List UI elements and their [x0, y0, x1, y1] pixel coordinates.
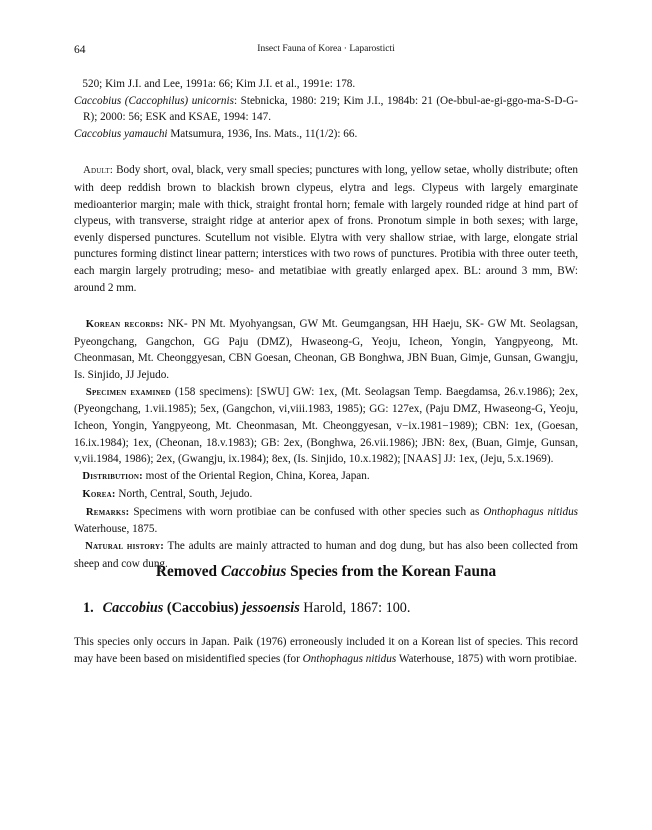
running-title: Insect Fauna of Korea · Laparosticti: [257, 44, 395, 54]
taxon-name: Caccobius (Caccophilus) unicornis: [74, 94, 234, 107]
subsection-number: 1.: [83, 600, 94, 616]
taxon-species: jessoensis: [242, 600, 300, 616]
taxon-name: Onthophagus nitidus: [483, 505, 579, 518]
synonymy-list: [74, 76, 578, 142]
records-section: [74, 316, 578, 572]
removed-species-paragraph: This species only occurs in Japan. Paik (1976) erroneously included it on a Korean list of species. This record may have been based on misidentified species (for Onthophagus nitidus Waterhouse, 1875) with worn protibiae.: [74, 636, 578, 665]
natural-history: Natural history: The adults are mainly attracted to human and dog dung, but has also been collected from sheep and cow dung.: [74, 540, 579, 570]
specimens-examined: Specimen examined (158 specimens): [SWU] GW: 1ex, (Mt. Seolagsan Temp. Baegdamsa, 26.v.1986); 2ex, (Pyeongchang, 1.vii.1985); 5ex, (Gangchon, vi,viii.1983, 1985); GG: 127ex, (Paju DMZ, Hwaseong-G, Yeoju, Icheon, Yongin, Yangpyeong, Mt. Cheonmasan, Mt. Cheonggyesan, v−ix.1981−1989); CBN: 1ex, (Goesan, 16.ix.1984); 1ex, (Cheonan, 18.v.1983); GB: 2ex, (Bonghwa, 26.vii.1986); JBN: 8ex, (Buan, Gimje, Gunsan, v,vii.1984, 1986); 2ex, (Gwangju, ix.1984); 8ex, (Is. Sinjido, 10.x.1982); [NAAS] JJ: 1ex, (Jeju, 5.x.1969).: [74, 385, 579, 466]
section-heading: Removed Caccobius Species from the Korean Fauna: [155, 563, 497, 580]
korea-range: Korea: North, Central, South, Jejudo.: [82, 487, 253, 500]
subsection-heading: [83, 600, 578, 617]
adult-description: [74, 162, 578, 296]
main-text: [74, 76, 578, 573]
adult-text: Body short, oval, black, very small species; punctures with long, yellow setae, wholly distribute; often with deep reddish brown to blackish brown clypeus, elytra and legs. Clypeus with largely emarginate medioanterior margin; male with thick, straight frontal horn; female with largely rounded ridge at hind part of clypeus, with transverse, straight ridge at anterior apex of frons. Pronotum simple in both sexes; with large, evenly dispersed punctures. Scutellum not visible. Elytra with very shallow striae, with large, elongate strial punctures forming distinct linear pattern; interstices with two rows of punctures. Protibia with three outer teeth, each margin largely protruding; meso- and metatibiae with greatly enlarged apex. BL: around 3 mm, BW: around 2 mm.: [74, 164, 578, 294]
synonym-entry: Caccobius yamauchi Matsumura, 1936, Ins. Mats., 11(1/2): 66.: [74, 127, 358, 140]
taxon-name: Caccobius: [220, 563, 287, 580]
page-header: [74, 44, 578, 60]
synonym-entry: 520; Kim J.I. and Lee, 1991a: 66; Kim J.I. et al., 1991e: 178.: [82, 78, 356, 90]
taxon-subgenus: (Caccobius): [166, 600, 239, 616]
taxon-author: Harold, 1867: 100.: [303, 600, 411, 616]
distribution: Distribution: most of the Oriental Region, China, Korea, Japan.: [82, 470, 370, 483]
adult-label: Adult:: [83, 165, 113, 177]
korean-records: Korean records: NK- PN Mt. Myohyangsan, GW Mt. Geumgangsan, HH Haeju, SK- GW Mt. Seolagsan, Pyeongchang, Gangchon, GG Paju (DMZ), Hwaseong-G, Yeoju, Icheon, Yongin, Yangpyeong, Mt. Cheonmasan, Mt. Cheonggyesan, CBN Goesan, Cheonan, GB Bonghwa, JBN Buan, Gimje, Gunsan, Gwangju, Is. Sinjido, JJ Jejudo.: [74, 318, 578, 381]
synonym-entry: Caccobius (Caccophilus) unicornis: Stebnicka, 1980: 219; Kim J.I., 1984b: 21 (Oe-bbul-ae-gi-ggo-ma-S-D-G-R); 2000: 56; ESK and KSAE, 1994: 147.: [74, 94, 578, 124]
remarks: Remarks: Specimens with worn protibiae can be confused with other species such as Onthophagus nitidus Waterhouse, 1875.: [74, 505, 579, 536]
page-number: 64: [74, 44, 86, 56]
taxon-genus: Caccobius: [102, 600, 164, 616]
taxon-name: Caccobius yamauchi: [74, 127, 168, 140]
taxon-name: Onthophagus nitidus: [302, 652, 397, 665]
